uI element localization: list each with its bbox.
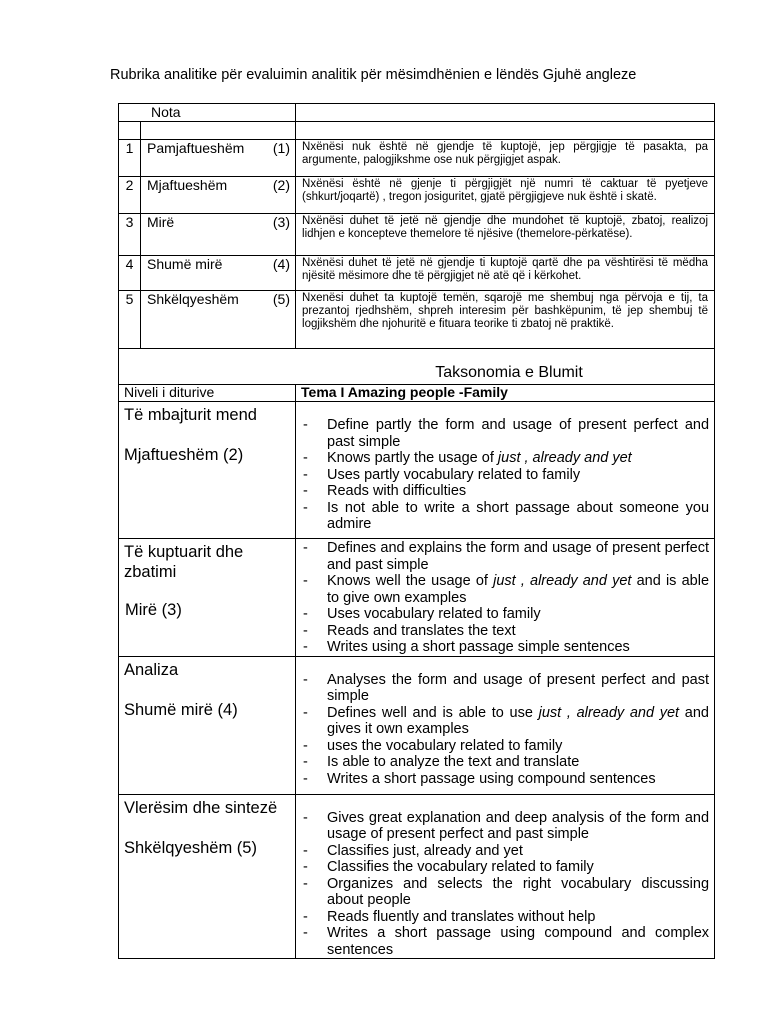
grade-name: Shumë mirë bbox=[147, 256, 223, 272]
criteria-text: Define partly the form and usage of present perfect and past simple bbox=[327, 417, 710, 450]
grade-name: Pamjaftueshëm bbox=[147, 140, 245, 156]
grade-name-cell bbox=[141, 177, 296, 214]
level-criteria-cell bbox=[296, 794, 715, 959]
criteria-item bbox=[301, 417, 709, 450]
criteria-list bbox=[301, 540, 709, 656]
grade-name-cell bbox=[141, 291, 296, 349]
nota-header: Nota bbox=[119, 104, 296, 122]
criteria-text-end: and gives it own examples bbox=[327, 704, 709, 737]
criteria-item bbox=[301, 771, 709, 788]
criteria-text: Gives great explanation and deep analysis of the form and usage of present perfect and past simple bbox=[327, 809, 710, 842]
level-cell bbox=[119, 794, 296, 959]
grade-description: Nxënësi nuk është në gjendje të kuptojë, jep përgjigje të pasakta, pa argumente, palogjikshme ose nuk përgjigjet aspak. bbox=[296, 140, 715, 177]
level-name: Analiza bbox=[124, 660, 179, 679]
criteria-text: Is able to analyze the text and translate bbox=[327, 754, 580, 770]
criteria-list bbox=[301, 417, 709, 533]
grade-number: 3 bbox=[119, 214, 141, 256]
grade-row bbox=[119, 256, 715, 291]
criteria-text: Defines and explains the form and usage of present perfect and past simple bbox=[327, 540, 710, 573]
criteria-list bbox=[301, 672, 709, 788]
level-name: Të mbajturit mend bbox=[124, 406, 257, 424]
spacer-cell bbox=[119, 122, 141, 140]
criteria-item bbox=[301, 925, 709, 958]
criteria-item bbox=[301, 909, 709, 926]
criteria-text: Writes using a short passage simple sentences bbox=[327, 639, 630, 655]
criteria-text: Classifies just, already and yet bbox=[327, 842, 523, 859]
criteria-item bbox=[301, 606, 709, 623]
taxonomy-level-row bbox=[119, 794, 715, 959]
level-cell bbox=[119, 539, 296, 657]
grade-description: Nxënësi duhet të jetë në gjendje ti kuptojë qartë dhe pa vështirësi të mëdha njësitë mësimore dhe të përgjigjet në atë që i kërkohet. bbox=[296, 256, 715, 291]
criteria-text: Knows well the usage of bbox=[327, 573, 494, 589]
grade-row bbox=[119, 177, 715, 214]
criteria-list bbox=[301, 810, 709, 959]
criteria-item bbox=[301, 672, 709, 705]
grade-row bbox=[119, 214, 715, 256]
header-row bbox=[119, 104, 715, 122]
criteria-text: Classifies the vocabulary related to family bbox=[327, 859, 594, 875]
criteria-keywords: just , already and yet bbox=[538, 704, 680, 721]
criteria-text: Writes a short passage using compound and complex sentences bbox=[327, 925, 710, 958]
header-empty-cell bbox=[296, 104, 715, 122]
criteria-keywords: just , already and yet bbox=[493, 573, 632, 589]
criteria-item bbox=[301, 623, 709, 640]
level-criteria-cell bbox=[296, 402, 715, 539]
grade-name-cell bbox=[141, 256, 296, 291]
criteria-item bbox=[301, 573, 709, 606]
criteria-item bbox=[301, 810, 709, 843]
level-name: Të kuptuarit dhe zbatimi bbox=[124, 543, 244, 581]
spacer-cell bbox=[141, 122, 296, 140]
grade-number: 2 bbox=[119, 177, 141, 214]
spacer-row bbox=[119, 122, 715, 140]
criteria-item bbox=[301, 754, 709, 771]
criteria-text: Knows partly the usage of bbox=[327, 450, 498, 466]
level-grade: Shumë mirë (4) bbox=[124, 700, 238, 719]
grade-value: (4) bbox=[272, 256, 291, 272]
taxonomy-title: Taksonomia e Blumit bbox=[119, 349, 715, 385]
topic-header: Tema I Amazing people -Family bbox=[296, 385, 715, 402]
criteria-text: Writes a short passage using compound sentences bbox=[327, 770, 656, 787]
level-grade: Mjaftueshëm (2) bbox=[124, 446, 244, 464]
grade-value: (1) bbox=[272, 140, 291, 156]
taxonomy-level-row bbox=[119, 539, 715, 657]
criteria-item bbox=[301, 876, 709, 909]
grade-number: 4 bbox=[119, 256, 141, 291]
criteria-item bbox=[301, 450, 709, 467]
grade-name-cell bbox=[141, 214, 296, 256]
criteria-item bbox=[301, 483, 709, 500]
rubric-table bbox=[118, 103, 715, 959]
criteria-text: Uses vocabulary related to family bbox=[327, 606, 541, 622]
grade-description: Nxenësi duhet ta kuptojë temën, sqarojë me shembuj nga përvoja e tij, ta prezantoj rjedhshëm, shpreh interesim për bashkëpunim, të jep shembuj të logjikshëm dhe njohuritë e fituara teorike ti zbatoj në praktikë. bbox=[296, 291, 715, 349]
criteria-text: uses the vocabulary related to family bbox=[327, 737, 563, 754]
criteria-text: Is not able to write a short passage about someone you admire bbox=[327, 499, 710, 532]
taxonomy-level-row bbox=[119, 656, 715, 794]
criteria-item bbox=[301, 639, 709, 656]
criteria-item bbox=[301, 859, 709, 876]
level-criteria-cell bbox=[296, 539, 715, 657]
criteria-item bbox=[301, 705, 709, 738]
criteria-item bbox=[301, 500, 709, 533]
criteria-text: Reads fluently and translates without help bbox=[327, 908, 596, 925]
level-grade: Mirë (3) bbox=[125, 601, 182, 619]
criteria-text: Organizes and selects the right vocabulary discussing about people bbox=[327, 875, 710, 908]
grade-description: Nxënësi duhet të jetë në gjendje dhe mundohet të kuptojë, zbatoj, realizoj lidhjen e koncepteve themelore të njësive (themelore-përkatëse). bbox=[296, 214, 715, 256]
grade-name: Mjaftueshëm bbox=[147, 177, 228, 193]
grade-number: 5 bbox=[119, 291, 141, 349]
level-criteria-cell bbox=[296, 656, 715, 794]
grade-name-cell bbox=[141, 140, 296, 177]
level-grade: Shkëlqyeshëm (5) bbox=[124, 838, 257, 857]
page-title: Rubrika analitike për evaluimin analitik për mësimdhënien e lëndës Gjuhë angleze bbox=[110, 67, 637, 83]
grade-name: Mirë bbox=[147, 214, 175, 230]
criteria-text: Defines well and is able to use bbox=[327, 704, 539, 721]
taxonomy-level-row bbox=[119, 402, 715, 539]
grade-description: Nxënësi është në gjenje ti përgjigjët një numri të caktuar të pyetjeve (shkurt/joqartë) , tregon josiguritet, gjatë përgjigjeve nuk është i skatë. bbox=[296, 177, 715, 214]
criteria-item bbox=[301, 738, 709, 755]
grade-row bbox=[119, 291, 715, 349]
level-name: Vlerësim dhe sintezë bbox=[124, 798, 278, 817]
grade-name: Shkëlqyeshëm bbox=[147, 291, 239, 307]
level-cell bbox=[119, 402, 296, 539]
grade-number: 1 bbox=[119, 140, 141, 177]
grade-row bbox=[119, 140, 715, 177]
grade-value: (2) bbox=[272, 177, 291, 193]
taxonomy-title-row bbox=[119, 349, 715, 385]
criteria-item bbox=[301, 467, 709, 484]
criteria-item bbox=[301, 540, 709, 573]
criteria-text-end: and is able to give own examples bbox=[327, 573, 710, 606]
grade-value: (3) bbox=[272, 214, 291, 230]
spacer-cell bbox=[296, 122, 715, 140]
criteria-text: Uses partly vocabulary related to family bbox=[327, 466, 581, 483]
level-header: Niveli i diturive bbox=[119, 385, 296, 402]
criteria-text: Analyses the form and usage of present perfect and past simple bbox=[327, 671, 710, 704]
level-cell bbox=[119, 656, 296, 794]
criteria-text: Reads and translates the text bbox=[327, 622, 516, 639]
criteria-keywords: just , already and yet bbox=[497, 450, 632, 466]
criteria-item bbox=[301, 843, 709, 860]
criteria-text: Reads with difficulties bbox=[327, 483, 467, 499]
grade-value: (5) bbox=[272, 291, 291, 307]
taxonomy-header-row bbox=[119, 385, 715, 402]
